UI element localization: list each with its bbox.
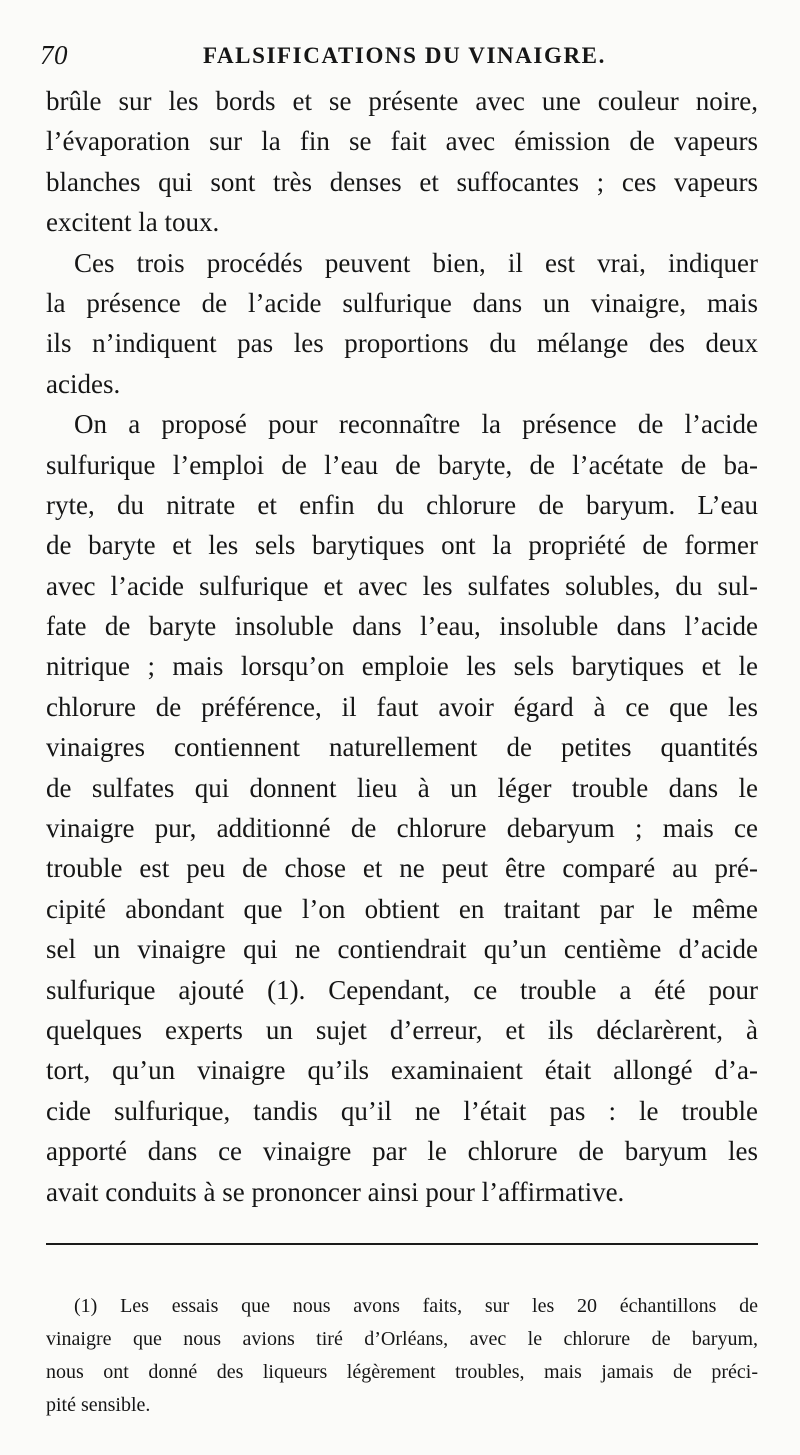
body-line: la présence de l’acide sulfurique dans un vinaigre, mais xyxy=(46,287,758,318)
body-line: chlorure de préférence, il faut avoir égard à ce que les xyxy=(46,691,758,722)
body-line: fate de baryte insoluble dans l’eau, insoluble dans l’acide xyxy=(46,611,758,642)
body-line: de baryte et les sels barytiques ont la propriété de former xyxy=(46,530,758,561)
body-line: quelques experts un sujet d’erreur, et ils déclarèrent, à xyxy=(46,1014,758,1045)
body-line: avec l’acide sulfurique et avec les sulfates solubles, du sul- xyxy=(46,570,758,601)
body-line: sulfurique ajouté (1). Cependant, ce trouble a été pour xyxy=(46,974,758,1005)
footnote-line: pité sensible. xyxy=(46,1394,151,1416)
body-text xyxy=(46,81,758,1212)
body-line: excitent la toux. xyxy=(46,207,220,238)
body-line: sel un vinaigre qui ne contiendrait qu’un centième d’acide xyxy=(46,934,758,965)
body-line: sulfurique l’emploi de l’eau de baryte, de l’acétate de ba- xyxy=(46,449,758,480)
body-line: On a proposé pour reconnaître la présence de l’acide xyxy=(74,409,758,440)
body-line: l’évaporation sur la fin se fait avec émission de vapeurs xyxy=(46,126,758,157)
body-line: trouble est peu de chose et ne peut être comparé au pré- xyxy=(46,853,758,884)
footnote-line: vinaigre que nous avions tiré d’Orléans, avec le chlorure de baryum, xyxy=(46,1328,758,1350)
body-line: ils n’indiquent pas les proportions du mélange des deux xyxy=(46,328,758,359)
body-line: vinaigres contiennent naturellement de petites quantités xyxy=(46,732,758,763)
body-line: Ces trois procédés peuvent bien, il est vrai, indiquer xyxy=(74,247,758,278)
body-line: apporté dans ce vinaigre par le chlorure de baryum les xyxy=(46,1136,758,1167)
body-line: nitrique ; mais lorsqu’on emploie les sels barytiques et le xyxy=(46,651,758,682)
page-number: 70 xyxy=(40,40,68,70)
footnote xyxy=(46,1290,758,1422)
body-line: blanches qui sont très denses et suffocantes ; ces vapeurs xyxy=(46,166,758,197)
body-line: cipité abondant que l’on obtient en traitant par le même xyxy=(46,893,758,924)
body-line: vinaigre pur, additionné de chlorure debaryum ; mais ce xyxy=(46,813,758,844)
body-line: avait conduits à se prononcer ainsi pour l’affirmative. xyxy=(46,1176,625,1207)
running-title: FALSIFICATIONS DU VINAIGRE. xyxy=(203,43,606,68)
body-line: cide sulfurique, tandis qu’il ne l’était pas : le trouble xyxy=(46,1095,758,1126)
body-line: de sulfates qui donnent lieu à un léger trouble dans le xyxy=(46,772,758,803)
footnote-line: (1) Les essais que nous avons faits, sur les 20 échantillons de xyxy=(74,1295,758,1317)
body-line: ryte, du nitrate et enfin du chlorure de baryum. L’eau xyxy=(46,489,758,520)
body-line: acides. xyxy=(46,368,121,399)
page-header xyxy=(40,38,760,74)
footnote-rule xyxy=(46,1243,758,1245)
body-line: tort, qu’un vinaigre qu’ils examinaient était allongé d’a- xyxy=(46,1055,758,1086)
footnote-line: nous ont donné des liqueurs légèrement troubles, mais jamais de préci- xyxy=(46,1361,758,1383)
body-line: brûle sur les bords et se présente avec une couleur noire, xyxy=(46,86,758,116)
